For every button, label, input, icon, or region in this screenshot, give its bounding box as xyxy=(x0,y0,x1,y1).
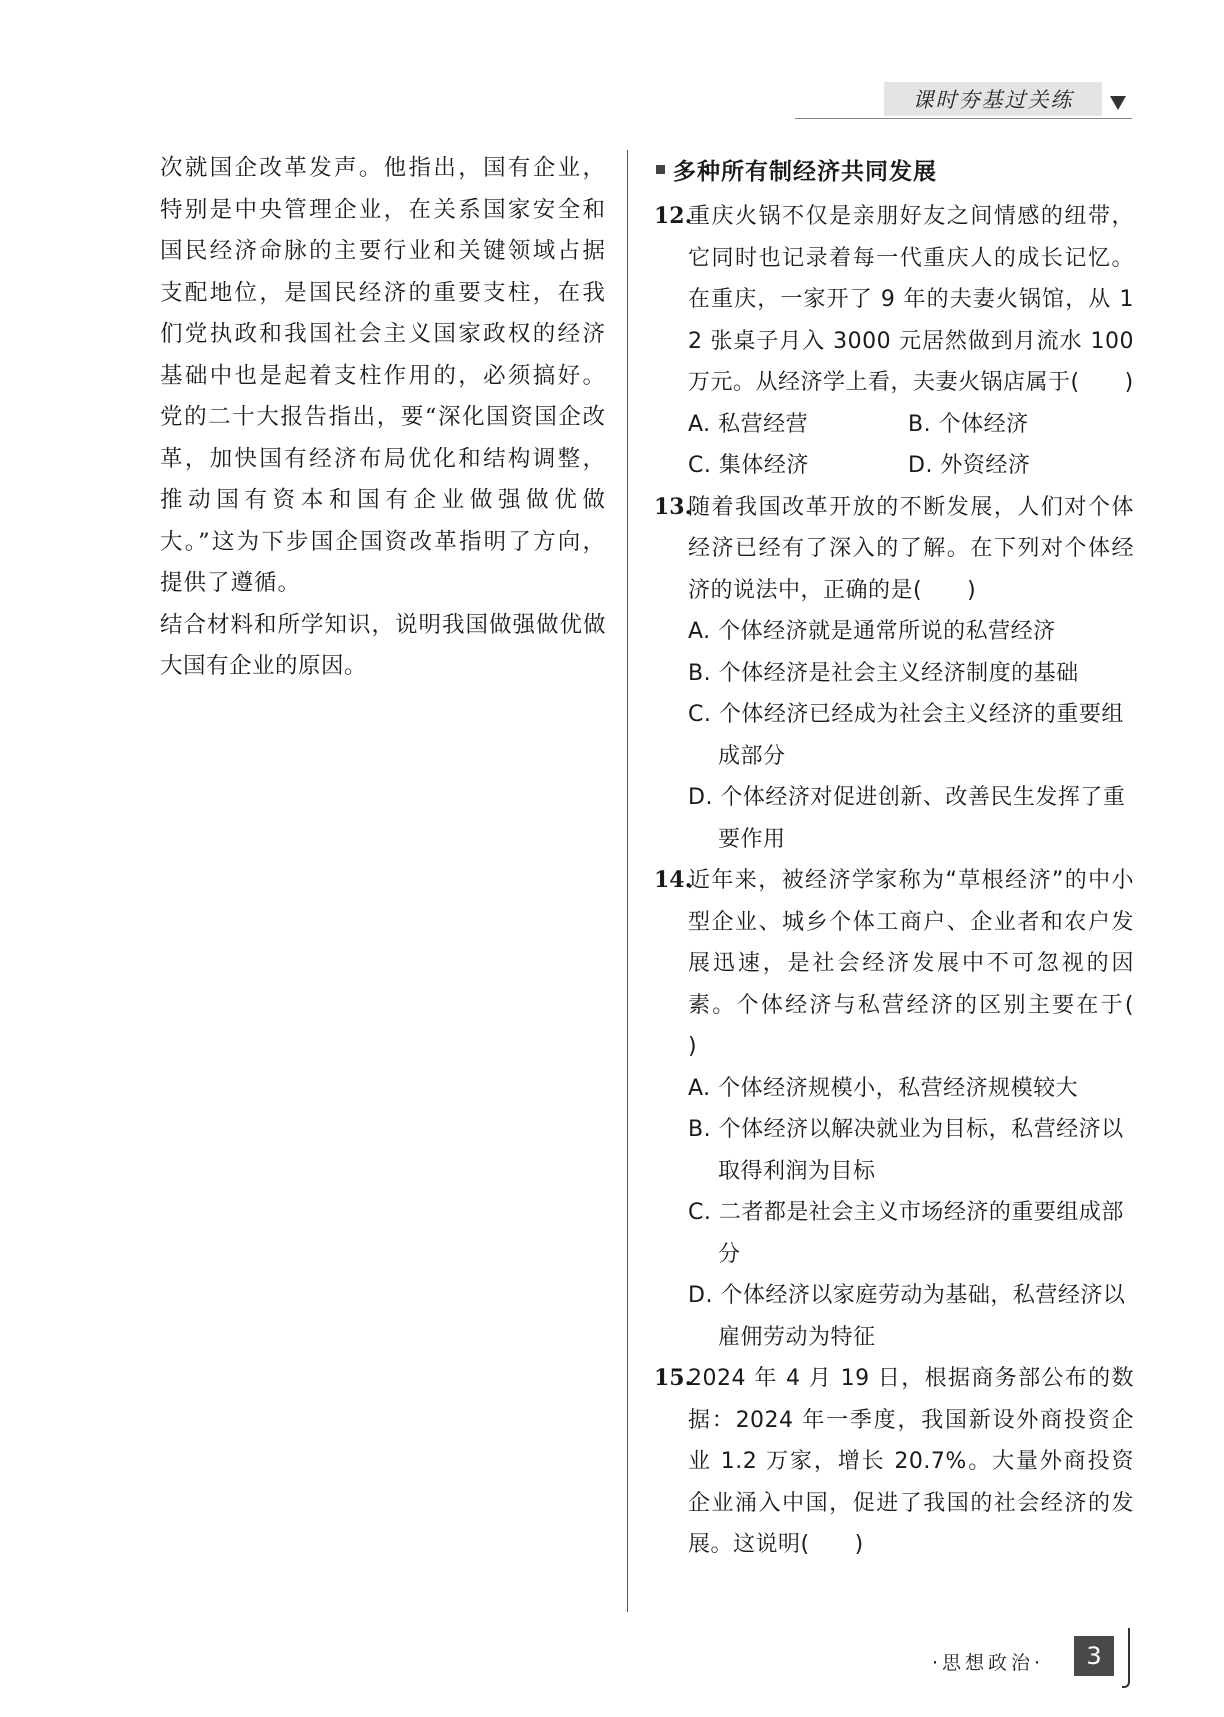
option-c: C. 二者都是社会主义市场经济的重要组成部分 xyxy=(688,1200,1124,1267)
option-a: A. 私营经营 xyxy=(688,411,809,437)
right-column xyxy=(654,150,1180,1566)
page-number: 3 xyxy=(1074,1636,1114,1676)
question-13 xyxy=(654,487,1134,861)
question-number: 14. xyxy=(654,867,693,893)
header-tab xyxy=(884,82,1102,116)
task-paragraph: 结合材料和所学知识，说明我国做强做优做大国有企业的原因。 xyxy=(160,611,606,679)
header-rule xyxy=(795,118,1132,119)
option-d: D. 个体经济对促进创新、改善民生发挥了重要作用 xyxy=(688,785,1126,852)
question-12 xyxy=(654,196,1134,487)
option-c: C. 集体经济 xyxy=(688,453,809,478)
question-number: 13. xyxy=(654,493,693,520)
option-d: D. 外资经济 xyxy=(908,453,1031,478)
option-a: A. 个体经济就是通常所说的私营经济 xyxy=(688,619,1056,644)
question-14 xyxy=(654,860,1180,1358)
question-15 xyxy=(654,1358,1134,1566)
section-title: 多种所有制经济共同发展 xyxy=(673,158,937,185)
option-b: B. 个体经济是社会主义经济制度的基础 xyxy=(688,660,1079,686)
material-paragraph: 次就国企改革发声。他指出，国有企业，特别是中央管理企业，在关系国家安全和国民经济命脉的主要行业和关键领域占据支配地位，是国民经济的重要支柱，在我们党执政和我国社会主义国家政权的经济基础中也是起着支柱作用的，必须搞好。党的二十大报告指出，要“深化国资国企改革，加快国有经济布局优化和结构调整，推动国有资本和国有企业做强做优做大。”这为下步国企国资改革指明了方向，提供了遵循。 xyxy=(160,155,606,596)
header-triangle-icon xyxy=(1110,96,1126,110)
question-stem: 重庆火锅不仅是亲朋好友之间情感的纽带，它同时也记录着每一代重庆人的成长记忆。在重庆，一家开了 9 年的夫妻火锅馆，从 12 张桌子月入 3000 元居然做到月流水 100 万元。从经济学上看，夫妻火锅店属于( ) xyxy=(688,204,1134,395)
column-divider xyxy=(627,150,628,1612)
option-a: A. 个体经济规模小，私营经济规模较大 xyxy=(688,1075,1079,1101)
page-bracket xyxy=(1122,1628,1130,1688)
header-title: 课时夯基过关练 xyxy=(912,88,1074,112)
question-stem: 随着我国改革开放的不断发展，人们对个体经济已经有了深入的了解。在下列对个体经济的说法中，正确的是( ) xyxy=(688,494,1134,603)
options-grid xyxy=(688,404,1134,487)
question-stem: 近年来，被经济学家称为“草根经济”的中小型企业、城乡个体工商户、企业者和农户发展迅速，是社会经济发展中不可忽视的因素。个体经济与私营经济的区别主要在于( ) xyxy=(688,868,1180,1059)
option-c: C. 个体经济已经成为社会主义经济的重要组成部分 xyxy=(688,702,1124,769)
option-b: B. 个体经济 xyxy=(908,411,1029,437)
left-column xyxy=(160,148,606,688)
option-b: B. 个体经济以解决就业为目标，私营经济以取得利润为目标 xyxy=(688,1117,1124,1184)
option-d: D. 个体经济以家庭劳动为基础，私营经济以雇佣劳动为特征 xyxy=(688,1283,1126,1350)
question-stem: 2024 年 4 月 19 日，根据商务部公布的数据：2024 年一季度，我国新设外商投资企业 1.2 万家，增长 20.7%。大量外商投资企业涌入中国，促进了我国的社会经济的发展。这说明( ) xyxy=(688,1366,1134,1557)
question-number: 15. xyxy=(654,1365,693,1391)
question-number: 12. xyxy=(654,203,693,229)
square-bullet-icon xyxy=(656,165,665,174)
footer-subject: ·思想政治· xyxy=(932,1652,1045,1674)
section-heading xyxy=(654,150,1134,188)
